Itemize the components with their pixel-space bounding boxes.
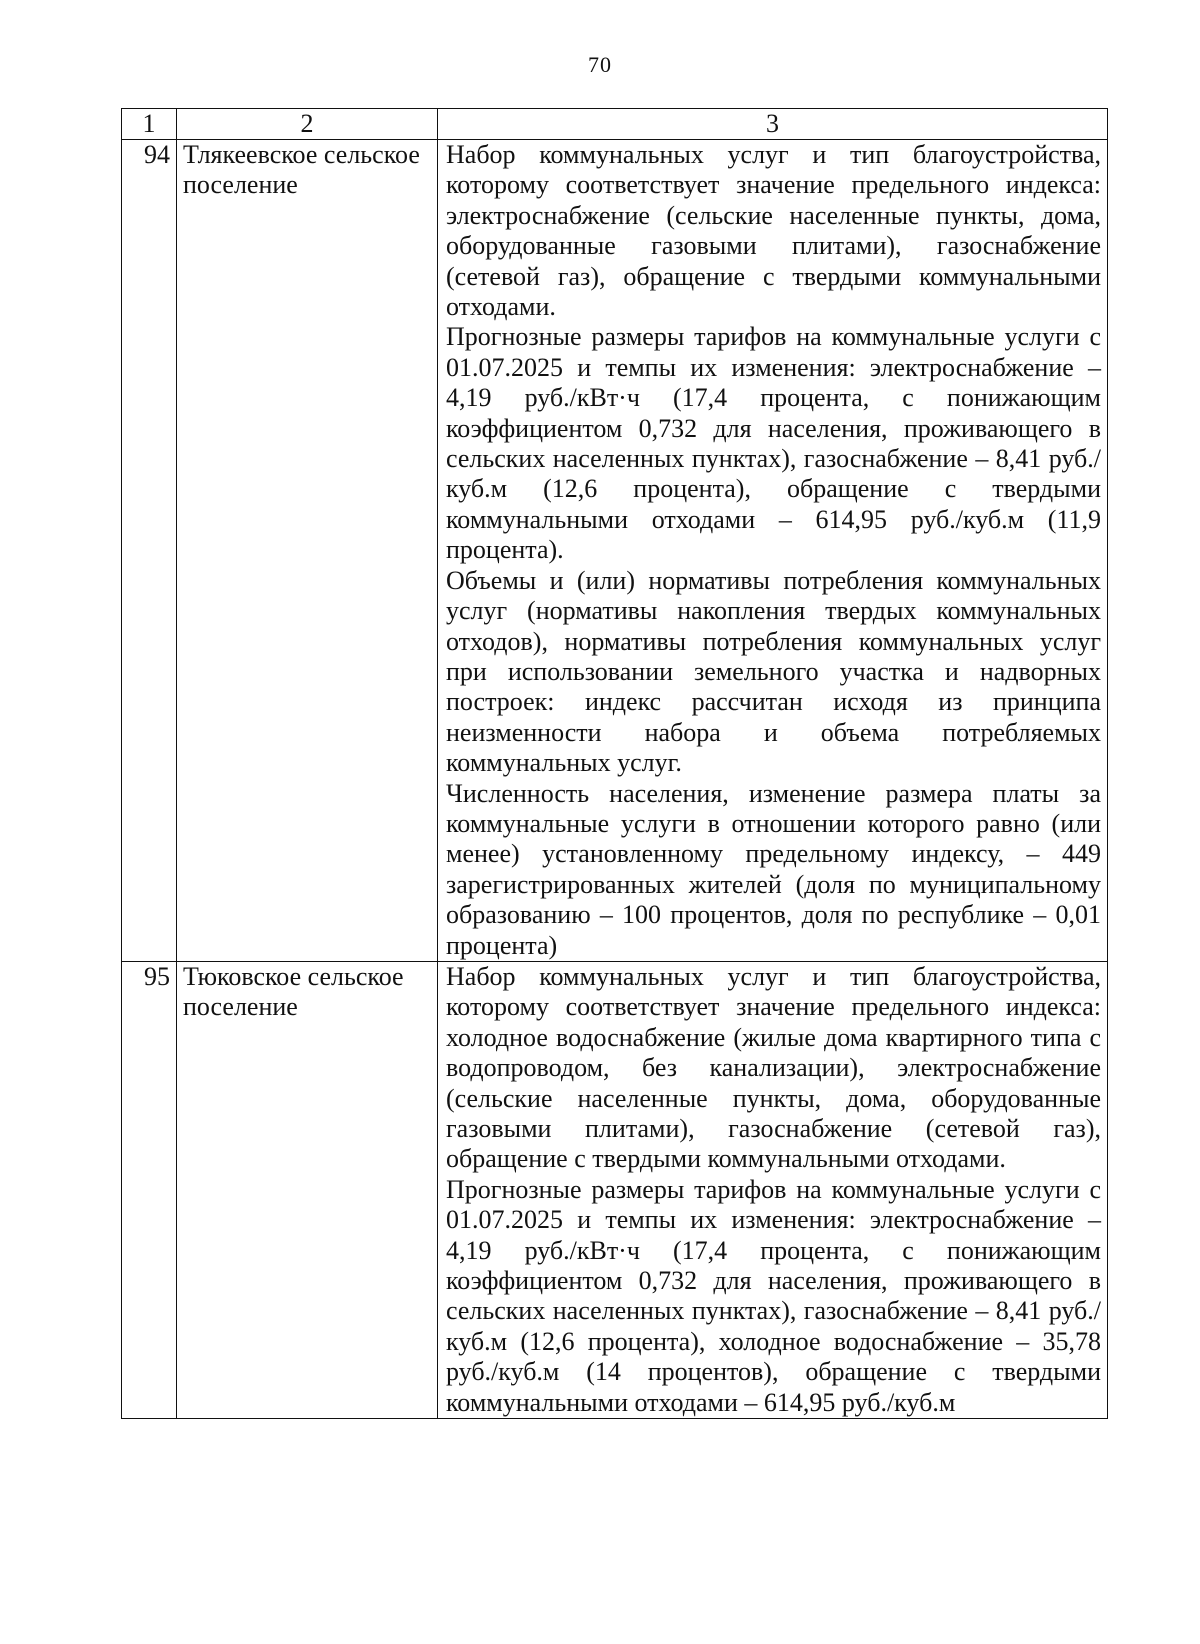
- column-header-3: 3: [438, 109, 1108, 140]
- description-paragraph: Прогнозные размеры тарифов на коммунальные услуги с 01.07.2025 и темпы их изменения: электроснабжение – 4,19 руб./кВт·ч (17,4 процента, с понижающим коэффициентом 0,732 для населения, проживающего в сельских населенных пунктах), газоснабжение – 8,41 руб./куб.м (12,6 процента), холодное водоснабжение – 35,78 руб./куб.м (14 процентов), обращение с твердыми коммунальными отходами – 614,95 руб./куб.м: [446, 1174, 1101, 1417]
- page-number: 70: [588, 52, 612, 77]
- description-paragraph: Прогнозные размеры тарифов на коммунальные услуги с 01.07.2025 и темпы их изменения: электроснабжение – 4,19 руб./кВт·ч (17,4 процента, с понижающим коэффициентом 0,732 для населения, проживающего в сельских населенных пунктах), газоснабжение – 8,41 руб./куб.м (12,6 процента), обращение с твердыми коммунальными отходами – 614,95 руб./куб.м (11,9 процента).: [446, 322, 1101, 565]
- row-number: 94: [122, 140, 177, 962]
- description-paragraph: Набор коммунальных услуг и тип благоустройства, которому соответствует значение предельного индекса: электроснабжение (сельские населенные пункты, дома, оборудованные газовыми плитами), газоснабжение (сетевой газ), обращение с твердыми коммунальными отходами.: [446, 140, 1101, 322]
- row-number: 95: [122, 961, 177, 1418]
- table-header-row: [122, 109, 1108, 140]
- table-row: [122, 140, 1108, 962]
- row-description: [438, 140, 1108, 962]
- settlement-name: Тлякеевское сельское поселение: [177, 140, 438, 962]
- row-description: [438, 961, 1108, 1418]
- column-header-1: 1: [122, 109, 177, 140]
- description-paragraph: Набор коммунальных услуг и тип благоустройства, которому соответствует значение предельного индекса: холодное водоснабжение (жилые дома квартирного типа с водопроводом, без канализации), электроснабжение (сельские населенные пункты, дома, оборудованные газовыми плитами), газоснабжение (сетевой газ), обращение с твердыми коммунальными отходами.: [446, 961, 1101, 1174]
- description-paragraph: Объемы и (или) нормативы потребления коммунальных услуг (нормативы накопления твердых коммунальных отходов), нормативы потребления коммунальных услуг при использовании земельного участка и надворных построек: индекс рассчитан исходя из принципа неизменности набора и объема потребляемых коммунальных услуг.: [446, 565, 1101, 778]
- column-header-2: 2: [177, 109, 438, 140]
- tariff-table: [121, 108, 1108, 1419]
- settlement-name: Тюковское сельское поселение: [177, 961, 438, 1418]
- table-row: [122, 961, 1108, 1418]
- description-paragraph: Численность населения, изменение размера платы за коммунальные услуги в отношении которого равно (или менее) установленному предельному индексу, – 449 зарегистрированных жителей (доля по муниципальному образованию – 100 процентов, доля по республике – 0,01 процента): [446, 778, 1101, 960]
